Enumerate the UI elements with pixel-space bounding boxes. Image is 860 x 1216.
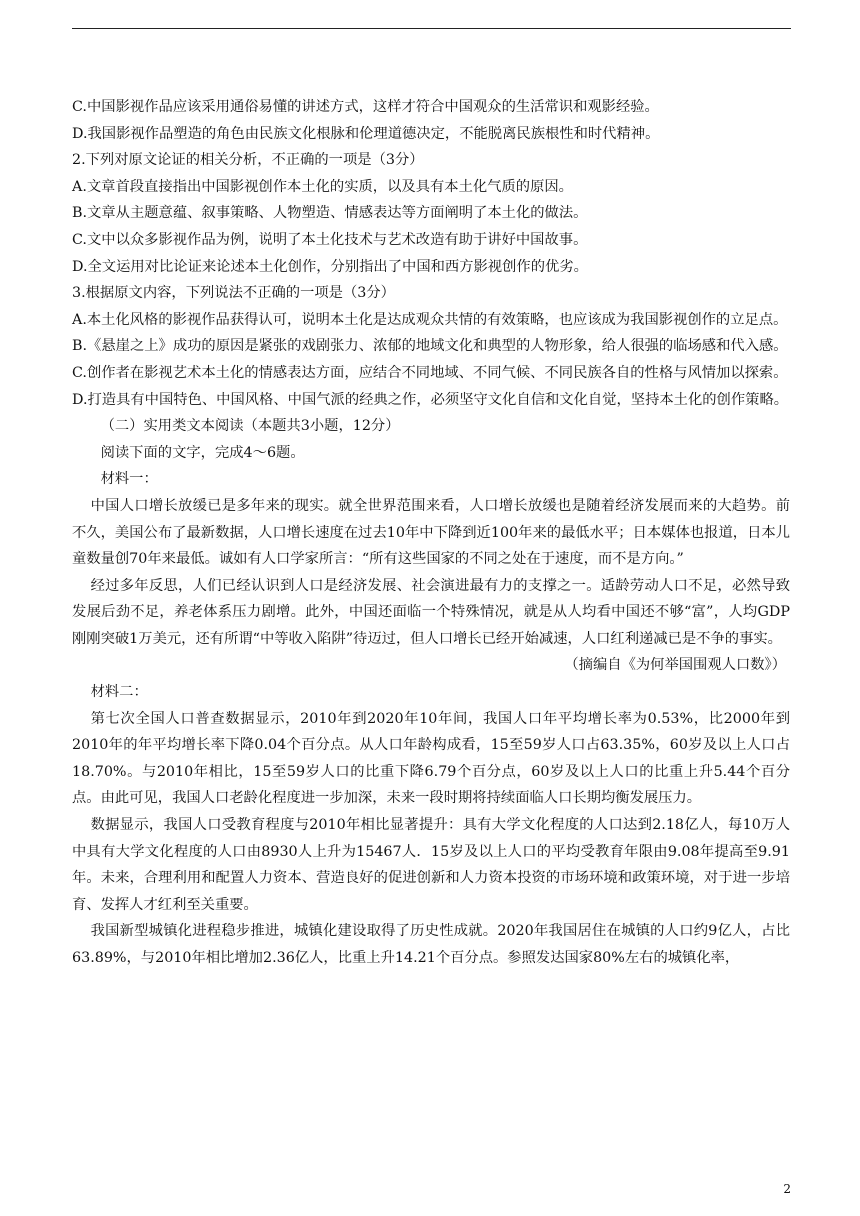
q3-option-b: B.《悬崖之上》成功的原因是紧张的戏剧张力、浓郁的地域文化和典型的人物形象，给人很强的临场感和代入感。 (72, 338, 788, 355)
q2-option-a: A.文章首段直接指出中国影视创作本土化的实质，以及具有本土化气质的原因。 (72, 178, 573, 195)
q3-option-a: A.本土化风格的影视作品获得认可，说明本土化是达成观众共情的有效策略，也应该成为我国影视创作的立足点。 (72, 311, 788, 328)
q2-stem: 2.下列对原文论证的相关分析，不正确的一项是（3分） (72, 152, 424, 169)
q2-option-b: B.文章从主题意蕴、叙事策略、人物塑造、情感表达等方面阐明了本土化的做法。 (72, 205, 588, 222)
q2-option-c: C.文中以众多影视作品为例，说明了本土化技术与艺术改造有助于讲好中国故事。 (72, 231, 588, 248)
material1-paragraph-1: 中国人口增长放缓已是多年来的现实。就全世界范围来看，人口增长放缓也是随着经济发展而来的大趋势。前不久，美国公布了最新数据，人口增长速度在过去10年中下降到近100年来的最低水平；日本媒体也报道，日本儿童数量创70年来最低。诚如有人口学家所言：“所有这些国家的不同之处在于速度，而不是方向。” (72, 497, 790, 568)
q3-option-c: C.创作者在影视艺术本土化的情感表达方面，应结合不同地域、不同气候、不同民族各自的性格与风情加以探索。 (72, 364, 788, 381)
q2-option-d: D.全文运用对比论证来论述本土化创作，分别指出了中国和西方影视创作的优劣。 (72, 258, 588, 275)
material1-paragraph-2: 经过多年反思，人们已经认识到人口是经济发展、社会演进最有力的支撑之一。适龄劳动人口不足，必然导致发展后劲不足，养老体系压力剧增。此外，中国还面临一个特殊情况，就是从人均看中国还不够“富”，人均GDP刚刚突破1万美元，还有所谓“中等收入陷阱”待迈过，但人口增长已经开始减速，人口红利递减已是不争的事实。 (72, 577, 790, 647)
q3-stem: 3.根据原文内容，下列说法不正确的一项是（3分） (72, 285, 395, 302)
page-number: 2 (783, 1182, 791, 1196)
material2-paragraph-2: 数据显示，我国人口受教育程度与2010年相比显著提升：具有大学文化程度的人口达到2.18亿人，每10万人中具有大学文化程度的人口由8930人上升为15467人．15岁及以上人口的平均受教育年限由9.08年提高至9.91年。未来，合理利用和配置人力资本、营造良好的促进创新和人力资本投资的市场环境和政策环境，对于进一步培育、发挥人才红利至关重要。 (72, 817, 790, 913)
q3-option-d: D.打造具有中国特色、中国风格、中国气派的经典之作，必须坚守文化自信和文化自觉，坚持本土化的创作策略。 (72, 391, 789, 408)
section-instruction: 阅读下面的文字，完成4～6题。 (100, 444, 305, 461)
material1-source: （摘编自《为何举国围观人口数》） (564, 657, 786, 674)
page-content (72, 94, 790, 972)
material2-paragraph-3: 我国新型城镇化进程稳步推进，城镇化建设取得了历史性成就。2020年我国居住在城镇的人口约9亿人，占比63.89%，与2010年相比增加2.36亿人，比重上升14.21个百分点。参照发达国家80%左右的城镇化率， (72, 923, 790, 966)
material2-paragraph-1: 第七次全国人口普查数据显示，2010年到2020年10年间，我国人口年平均增长率为0.53%，比2000年到2010年的年平均增长率下降0.04个百分点。从人口年龄构成看，15至59岁人口占63.35%，60岁及以上人口占18.70%。与2010年相比，15至59岁人口的比重下降6.79个百分点，60岁及以上人口的比重上升5.44个百分点。由此可见，我国人口老龄化程度进一步加深，未来一段时期将持续面临人口长期均衡发展压力。 (72, 710, 790, 807)
material2-label: 材料二： (90, 684, 148, 701)
q1-option-d: D.我国影视作品塑造的角色由民族文化根脉和伦理道德决定，不能脱离民族根性和时代精神。 (72, 125, 660, 142)
material1-label: 材料一： (100, 471, 158, 488)
section-heading: （二）实用类文本阅读（本题共3小题，12分） (100, 418, 400, 435)
q1-option-c: C.中国影视作品应该采用通俗易懂的讲述方式，这样才符合中国观众的生活常识和观影经验。 (72, 99, 659, 115)
header-rule (72, 28, 791, 29)
